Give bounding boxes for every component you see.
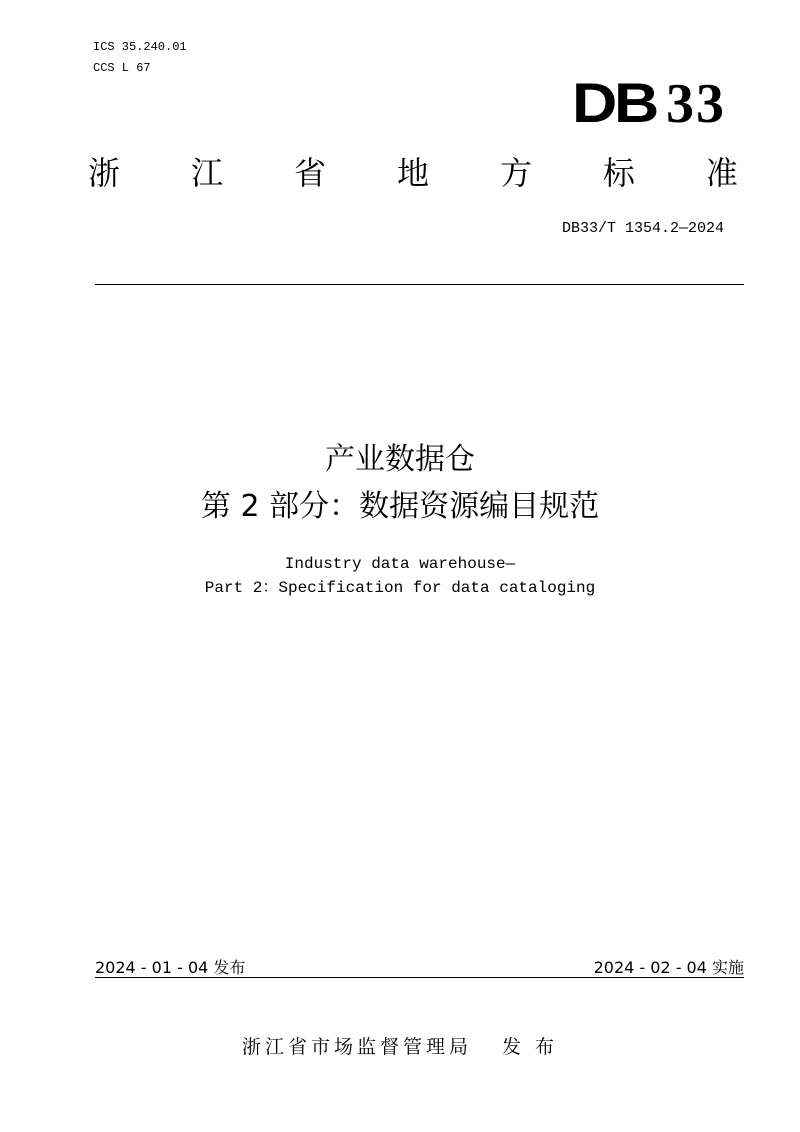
issuer [0, 1032, 800, 1059]
standard-type-char: 浙 [88, 154, 121, 192]
logo-number: 33 [666, 73, 726, 135]
issuer-name: 浙江省市场监督管理局 [241, 1036, 472, 1058]
title-line-1: 产业数据仓 [325, 442, 475, 477]
bottom-divider [95, 977, 744, 978]
top-divider [95, 284, 744, 285]
english-title-line-2: Part 2：Specification for data cataloging [204, 579, 596, 597]
logo-letters: DB [572, 71, 656, 134]
issue-date: 2024 - 01 - 04 发布 [95, 958, 246, 977]
english-title [0, 552, 800, 600]
standard-type-char: 省 [293, 154, 326, 192]
standard-type-char: 标 [602, 154, 635, 192]
implementation-date: 2024 - 02 - 04 实施 [593, 958, 744, 977]
ics-code: ICS 35.240.01 [93, 40, 187, 54]
document-title [0, 436, 800, 530]
standard-number: DB33/T 1354.2—2024 [561, 220, 724, 237]
standard-type-heading [88, 150, 738, 196]
standard-type-char: 江 [190, 154, 223, 192]
standard-type-char: 地 [396, 154, 429, 192]
standard-type-char: 方 [499, 154, 532, 192]
ccs-code: CCS L 67 [93, 61, 151, 75]
english-title-line-1: Industry data warehouse— [284, 555, 516, 573]
title-line-2: 第 2 部分：数据资源编目规范 [200, 489, 600, 524]
issuer-action: 发 布 [501, 1036, 559, 1058]
standard-type-char: 准 [705, 154, 738, 192]
db33-logo [572, 70, 726, 136]
